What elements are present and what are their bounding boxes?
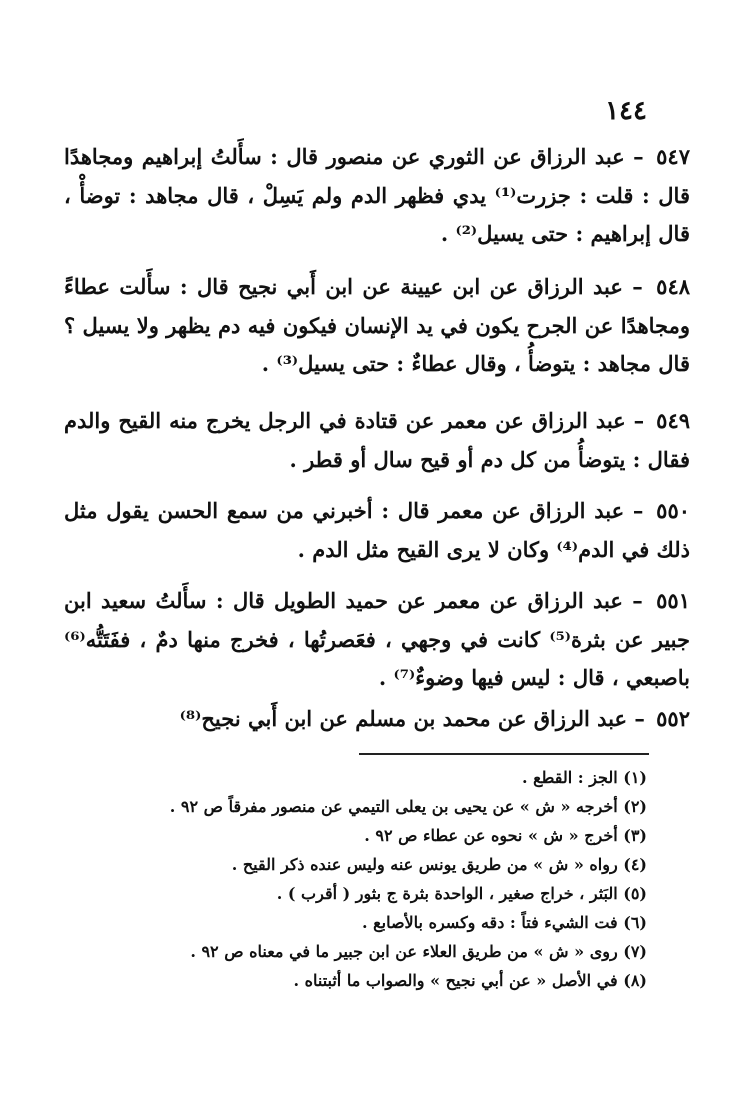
hadith-paragraph — [64, 402, 690, 479]
hadith-paragraph — [64, 268, 690, 384]
footnote: (٢) أخرجه « ش » عن يحيى بن يعلى التيمي عن منصور مفرقاً ص ٩٢ . — [169, 797, 647, 816]
hadith-paragraph — [64, 582, 690, 698]
footnote: (٤) رواه « ش » من طريق يونس عنه وليس عنده ذكر القيح . — [231, 855, 647, 874]
hadith-number: ٥٥٠ — [656, 498, 691, 523]
hadith-number: ٥٤٧ — [656, 144, 690, 169]
footnote: (٧) روى « ش » من طريق العلاء عن ابن جبير ما في معناه ص ٩٢ . — [190, 942, 647, 961]
hadith-text: – عبد الرزاق عن معمر عن قتادة في الرجل يخرج منه القيح والدم فقال : يتوضأُ من كل دم أو قيح سال أو قطر . — [64, 408, 690, 472]
footnote: (٨) في الأصل « عن أبي نجيح » والصواب ما أثبتناه . — [293, 971, 647, 990]
hadith-number: ٥٥١ — [656, 588, 690, 613]
hadith-text: – عبد الرزاق عن معمر قال : أخبرني من سمع الحسن يقول مثل ذلك في الدم⁽⁴⁾ وكان لا يرى القيح مثل الدم . — [64, 498, 690, 562]
footnote: (٦) فت الشيء فتاً : دقه وكسره بالأصابع . — [361, 913, 647, 932]
hadith-text: – عبد الرزاق عن ابن عيينة عن ابن أَبي نجيح قال : سأَلت عطاءً ومجاهدًا عن الجرح يكون في يد الإنسان فيكون فيه دم يظهر ولا يسيل ؟ قال مجاهد : يتوضأُ ، وقال عطاءٌ : حتى يسيل⁽³⁾ . — [64, 274, 690, 376]
footnote: (٥) البَثر ، خراج صغير ، الواحدة بثرة ج بثور ( أقرب ) . — [276, 884, 647, 903]
page-number: ١٤٤ — [605, 96, 647, 126]
hadith-paragraph — [64, 492, 690, 569]
hadith-number: ٥٤٨ — [656, 274, 691, 299]
footnote: (١) الجز : القطع . — [521, 768, 647, 787]
footnotes — [87, 763, 647, 995]
hadith-text: – عبد الرزاق عن معمر عن حميد الطويل قال : سأَلتُ سعيد ابن جبير عن بثرة⁽⁵⁾ كانت في وجهي ، فعَصرتُها ، فخرج منها دمٌ ، ففَتَتُّه⁽⁶⁾ باصبعي ، قال : ليس فيها وضوءٌ⁽⁷⁾ . — [64, 588, 691, 690]
hadith-paragraph — [64, 700, 690, 739]
hadith-paragraph — [64, 138, 690, 254]
hadith-number: ٥٤٩ — [656, 408, 691, 433]
footnote-separator — [359, 753, 649, 755]
footnote: (٣) أخرج « ش » نحوه عن عطاء ص ٩٢ . — [364, 826, 647, 845]
hadith-text: – عبد الرزاق عن الثوري عن منصور قال : سأَلتُ إبراهيم ومجاهدًا قال : قلت : جزرت⁽¹⁾ يدي فظهر الدم ولم يَسِلْ ، قال مجاهد : توضأْ ، قال إبراهيم : حتى يسيل⁽²⁾ . — [64, 144, 690, 246]
hadith-number: ٥٥٢ — [656, 706, 690, 731]
hadith-text: – عبد الرزاق عن محمد بن مسلم عن ابن أَبي نجيح⁽⁸⁾ — [179, 706, 645, 731]
